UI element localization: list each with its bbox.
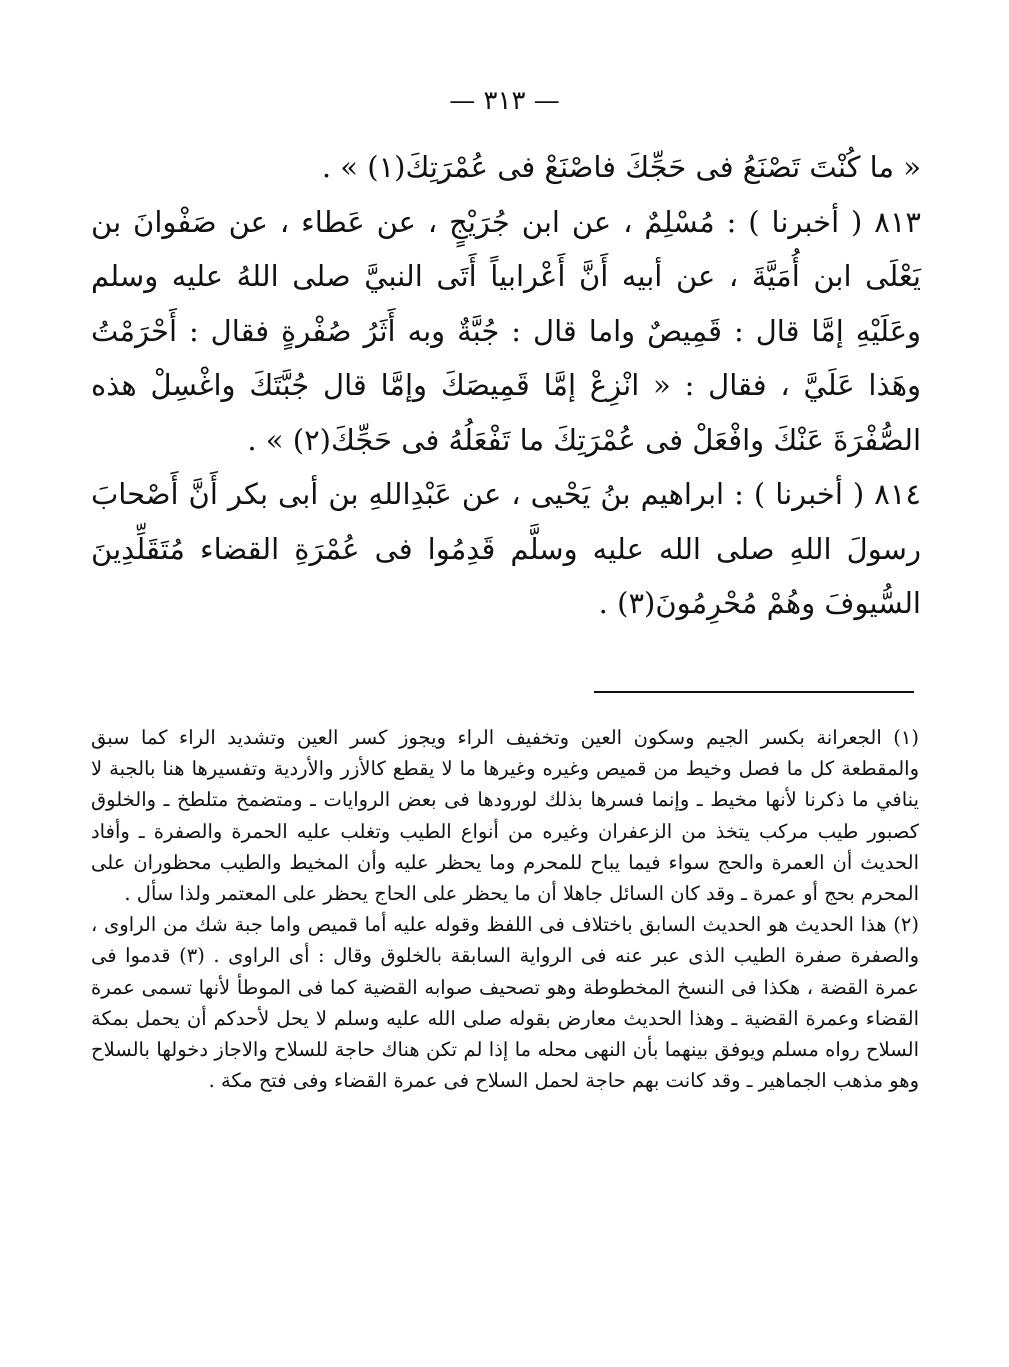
footnote-3-text: (٣) قدموا فى عمرة القضة ، هكذا فى النسخ المخطوطة وهو تصحيف صوابه القضية كما فى الموطأ لأنها تسمى عمرة القضاء وعمرة القضية ـ وهذا الحديث معارض بقوله صلى الله عليه وسلم لا يحل لأحدكم أن يحمل بمكة السلاح رواه مسلم ويوفق بينهما بأن النهى محله ما إذا لم تكن هناك حاجة للسلاح والاجاز دخولها بالسلاح وهو مذهب الجماهير ـ وقد كانت بهم حاجة لحمل السلاح فى عمرة القضاء وفى فتح مكة . bbox=[91, 944, 919, 1093]
hadith-813: ٨١٣ ( أخبرنا ) : مُسْلِمٌ ، عن ابن جُرَيْجٍ ، عن عَطاء ، عن صَفْوانَ بن يَعْلَى ابن أُمَيَّةَ ، عن أبيه أَنَّ أَعْرابياً أَتَى النبيَّ صلى اللهُ عليه وسلم وعَلَيْهِ إمَّا قال : قَمِيصٌ واما قال : جُبَّةٌ وبه أَثَرُ صُفْرةٍ فقال : أَحْرَمْتُ وهَذا عَلَيَّ ، فقال : « انْزِعْ إمَّا قَمِيصَكَ وإمَّا قال جُبَّتَكَ واغْسِلْ هذه الصُّفْرَةَ عَنْكَ وافْعَلْ فى عُمْرَتِكَ ما تَفْعَلُهُ فى حَجِّكَ(٢) » . bbox=[91, 204, 921, 457]
hadith-814: ٨١٤ ( أخبرنا ) : ابراهيم بنُ يَحْيى ، عن عَبْدِاللهِ بن أبى بكر أَنَّ أَصْحابَ رسولَ اللهِ صلى الله عليه وسلَّم قَدِمُوا فى عُمْرَةِ القضاء مُتَقَلِّدِينَ السُّيوفَ وهُمْ مُحْرِمُونَ(٣) . bbox=[91, 477, 921, 620]
hadith-812-ending: « ما كُنْتَ تَصْنَعُ فى حَجِّكَ فاصْنَعْ فى عُمْرَتِكَ(١) » . bbox=[321, 150, 921, 184]
footnote-1: (١) الجعرانة بكسر الجيم وسكون العين وتخفيف الراء ويجوز كسر العين وتشديد الراء كما سبق والمقطعة كل ما فصل وخيط من قميص وغيره وغيرها ما لا يقطع كالأزر والأردية وتفسيرها هنا بالجبة لا ينافي ما ذكرنا لأنها مخيط ـ وإنما فسرها بذلك لورودها فى بعض الروايات ـ ومتضمخ متلطخ ـ والخلوق كصبور طيب مركب يتخذ من الزعفران وغيره من أنواع الطيب وتغلب عليه الحمرة والصفرة ـ وأفاد الحديث أن العمرة والحج سواء فيما يباح للمحرم وما يحظر عليه وأن المخيط والطيب محظوران على المحرم بحج أو عمرة ـ وقد كان السائل جاهلا أن ما يحظر على الحاج يحظر على المعتمر ولذا سأل . bbox=[91, 726, 919, 906]
footnotes bbox=[91, 722, 919, 1096]
footnote-divider bbox=[594, 691, 914, 693]
footnote-2-text: (٢) هذا الحديث هو الحديث السابق باختلاف فى اللفظ وقوله عليه أما قميص واما جبة شك من الراوى ، والصفرة صفرة الطيب الذى عبر عنه فى الرواية السابقة بالخلوق وقال : أى الراوى . bbox=[91, 913, 920, 968]
page-number: — ٣١٣ — bbox=[449, 86, 560, 116]
footnote-2 bbox=[91, 909, 919, 1096]
main-text bbox=[91, 140, 921, 631]
